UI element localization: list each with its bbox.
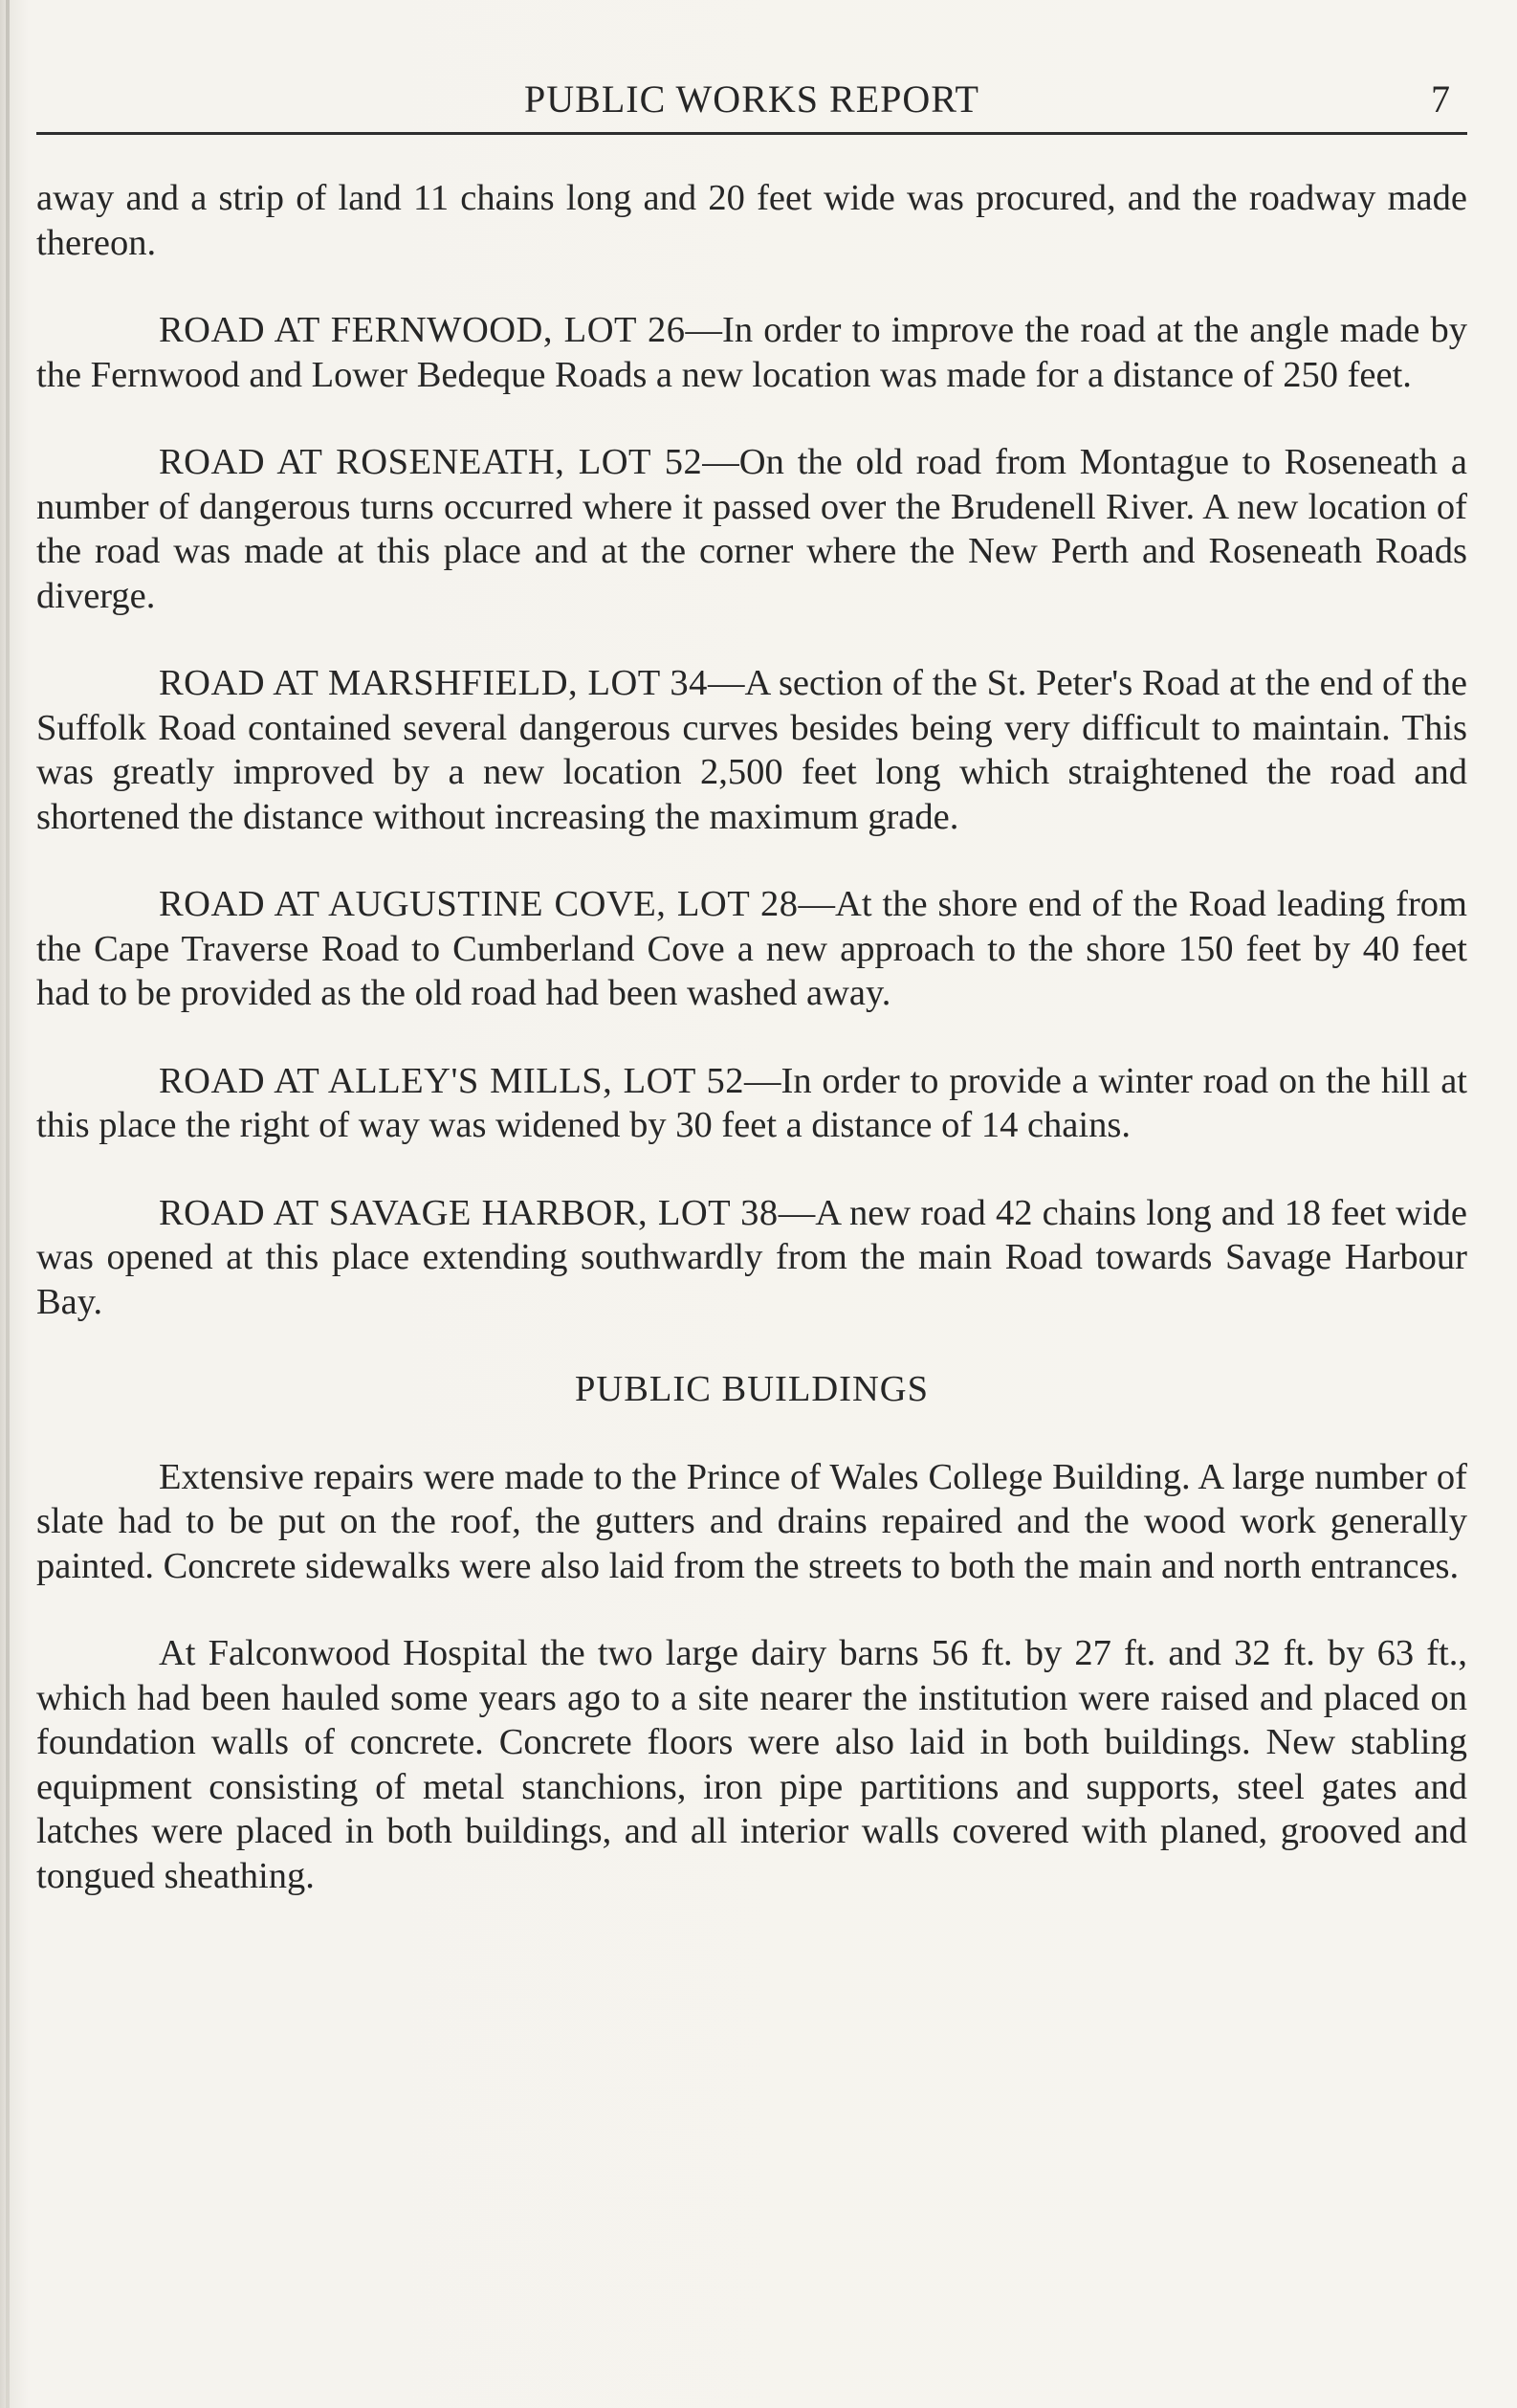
road-text: —In order to provide a winter road on the hill at this place the right of way was widened by 30 feet a distance of 14 chains. xyxy=(36,1060,1467,1145)
road-paragraph-fernwood xyxy=(36,308,1467,397)
running-title: PUBLIC WORKS REPORT xyxy=(524,77,979,121)
road-heading: ROAD AT ALLEY'S MILLS, LOT 52 xyxy=(159,1060,745,1101)
road-heading: ROAD AT ROSENEATH, LOT 52 xyxy=(159,442,703,482)
road-paragraph-roseneath xyxy=(36,440,1467,618)
body-text xyxy=(36,176,1467,1941)
buildings-paragraph-falconwood: At Falconwood Hospital the two large dairy barns 56 ft. by 27 ft. and 32 ft. by 63 ft., which had been hauled some years ago to a site nearer the institution were raised and placed on foundation walls of concrete. Concrete floors were also laid in both buildings. New stabling equipment consisting of metal stanchions, iron pipe partitions and supports, steel gates and latches were placed in both buildings, and all interior walls covered with planed, grooved and tongued sheathing. xyxy=(36,1633,1467,1896)
header-rule xyxy=(36,132,1467,135)
road-paragraph-savage-harbor xyxy=(36,1191,1467,1325)
continuation-paragraph: away and a strip of land 11 chains long and 20 feet wide was procured, and the roadway made thereon. xyxy=(36,178,1467,263)
road-text: —A section of the St. Peter's Road at the end of the Suffolk Road contained several dangerous curves besides being very difficult to maintain. This was greatly improved by a new location 2,500 feet long which straightened the road and shortened the distance without increasing the maximum grade. xyxy=(36,663,1467,837)
binding-edge xyxy=(6,0,10,2408)
road-text: —At the shore end of the Road leading from the Cape Traverse Road to Cumberland Cove a new approach to the shore 150 feet by 40 feet had to be provided as the old road had been washed away. xyxy=(36,884,1467,1013)
road-paragraph-augustine-cove xyxy=(36,882,1467,1016)
road-text: —On the old road from Montague to Roseneath a number of dangerous turns occurred where it passed over the Brudenell River. A new location of the road was made at this place and at the corner where the New Perth and Roseneath Roads diverge. xyxy=(36,442,1468,616)
road-heading: ROAD AT FERNWOOD, LOT 26 xyxy=(159,310,686,350)
road-text: —In order to improve the road at the angle made by the Fernwood and Lower Bedeque Roads a new location was made for a distance of 250 feet. xyxy=(36,310,1467,395)
road-heading: ROAD AT MARSHFIELD, LOT 34 xyxy=(159,663,708,703)
section-heading-public-buildings: PUBLIC BUILDINGS xyxy=(574,1369,929,1409)
page-number: 7 xyxy=(1431,77,1450,121)
buildings-paragraph-college: Extensive repairs were made to the Prince of Wales College Building. A large number of slate had to be put on the roof, the gutters and drains repaired and the wood work generally painted. Concrete sidewalks were also laid from the streets to both the main and north entrances. xyxy=(36,1456,1467,1586)
road-text: —A new road 42 chains long and 18 feet wide was opened at this place extending southwardly from the main Road towards Savage Harbour Bay. xyxy=(36,1192,1467,1322)
road-paragraph-marshfield xyxy=(36,661,1467,839)
road-heading: ROAD AT SAVAGE HARBOR, LOT 38 xyxy=(159,1192,779,1233)
page-header xyxy=(36,69,1467,136)
road-paragraph-alleys-mills xyxy=(36,1059,1467,1148)
road-heading: ROAD AT AUGUSTINE COVE, LOT 28 xyxy=(159,884,799,924)
